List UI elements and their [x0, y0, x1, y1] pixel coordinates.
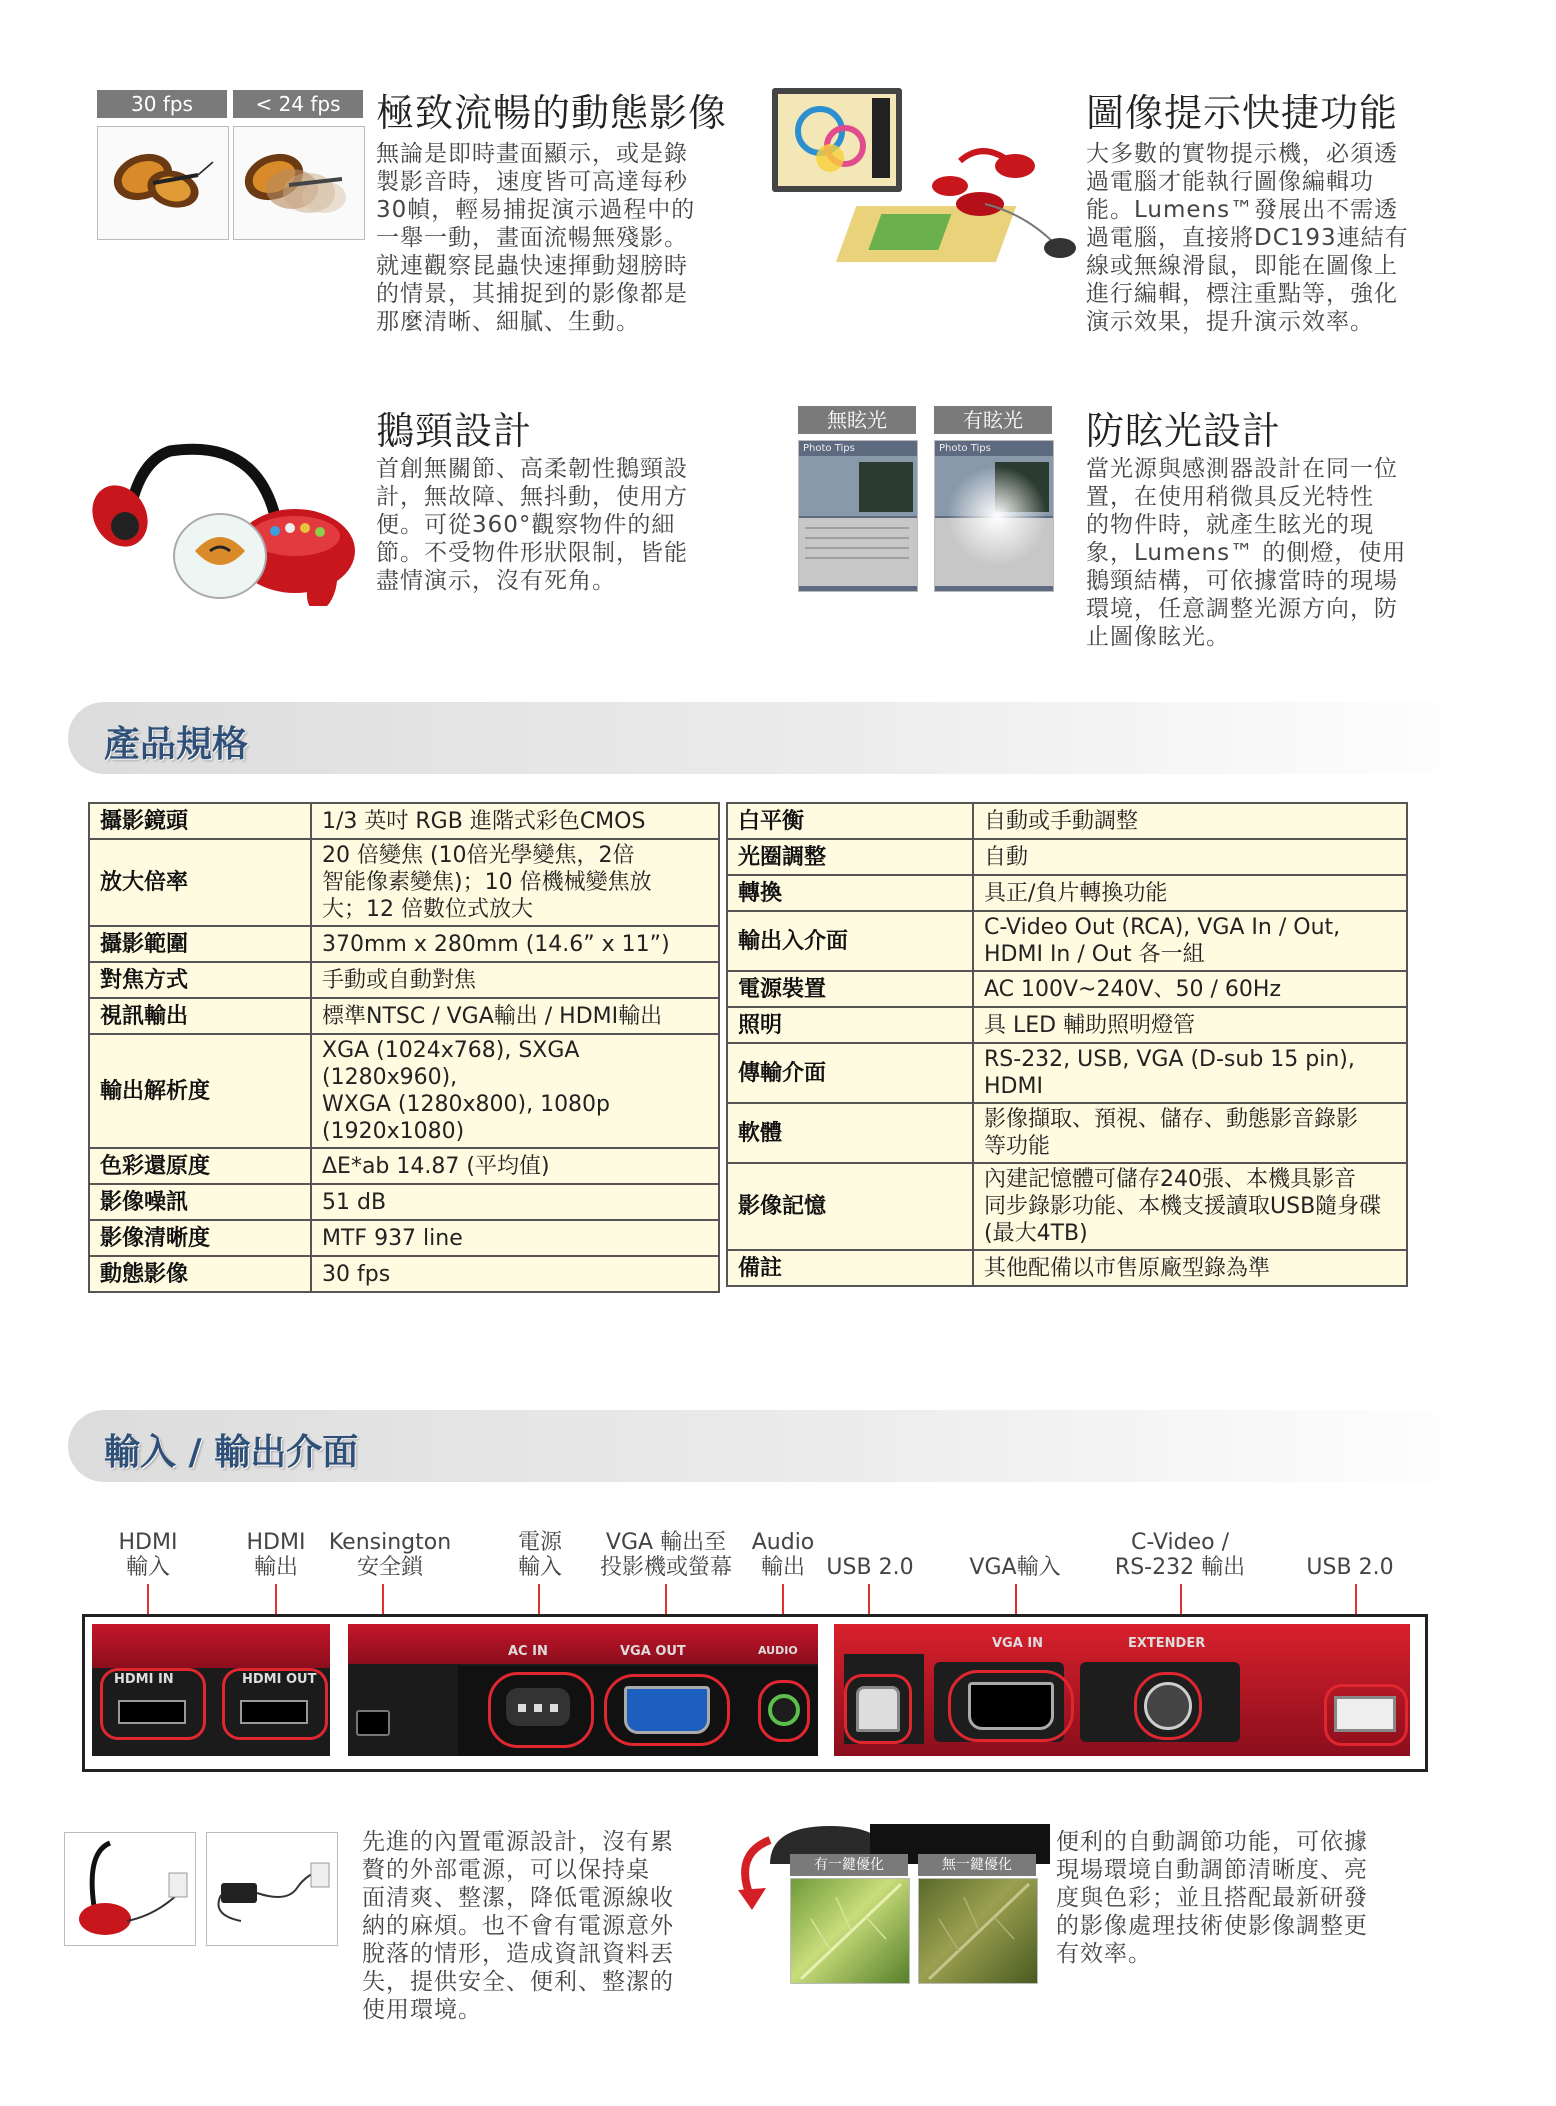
internal-power-photo-2 [206, 1832, 338, 1946]
ac-in-text: AC IN [508, 1644, 548, 1659]
gooseneck-camera-illustration [90, 386, 390, 606]
feature-gooseneck-body: 首創無關節、高柔韌性鵝頸設 計，無故障、無抖動，使用方 便。可從360°觀察物件的細 節。不受物件形狀限制，皆能 盡情演示，沒有死角。 [376, 456, 688, 594]
hdmi-out-socket-icon [240, 1700, 308, 1724]
spec-value: MTF 937 line [311, 1220, 719, 1256]
spec-value: ΔE*ab 14.87 (平均值) [311, 1148, 719, 1184]
spec-row [727, 803, 1407, 839]
feature-annotate-body: 大多數的實物提示機，必須透 過電腦才能執行圖像編輯功 能。Lumens™發展出不需透 過電腦，直接將DC193連結有 線或無線滑鼠，即能在圖像上 進行編輯，標注重點等，強化 演示效果，提升演示效率。 [1086, 141, 1409, 335]
hdmi-in-text: HDMI IN [114, 1672, 174, 1687]
feature-smooth-body: 無論是即時畫面顯示，或是錄 製影音時，速度皆可高達每秒 30幀，輕易捕捉演示過程中的 一舉一動，畫面流暢無殘影。 就連觀察昆蟲快速揮動翅膀時 的情景，其捕捉到的影像都是 那麼清晰、細膩、生動。 [376, 141, 696, 335]
audio-jack-icon [768, 1694, 800, 1726]
spec-value: RS-232, USB, VGA (D-sub 15 pin), HDMI [973, 1043, 1407, 1103]
no-glare-label: 無眩光 [798, 406, 916, 434]
spec-value: C-Video Out (RCA), VGA In / Out, HDMI In / Out 各一組 [973, 911, 1407, 971]
feature-gooseneck-title: 鵝頸設計 [376, 409, 533, 453]
spec-key: 電源裝置 [727, 971, 973, 1007]
spec-key: 攝影範圍 [89, 926, 311, 962]
spec-value: 具 LED 輔助照明燈管 [973, 1007, 1407, 1043]
spec-row [89, 1034, 719, 1148]
spec-key: 光圈調整 [727, 839, 973, 875]
spec-row [89, 1148, 719, 1184]
spec-key: 放大倍率 [89, 839, 311, 926]
spec-row [727, 1043, 1407, 1103]
spec-row [727, 1250, 1407, 1286]
spec-row [727, 1163, 1407, 1250]
usb-b-socket-icon [856, 1686, 900, 1732]
io-section-header [68, 1410, 1488, 1482]
no-glare-photo [798, 440, 918, 592]
spec-row [89, 839, 719, 926]
auto-tune-off-label: 無一鍵優化 [918, 1854, 1036, 1876]
spec-key: 攝影鏡頭 [89, 803, 311, 839]
spec-row [727, 911, 1407, 971]
spec-row [727, 1007, 1407, 1043]
spec-row [89, 962, 719, 998]
spec-key: 轉換 [727, 875, 973, 911]
port-label-hdmi-out: HDMI 輸出 [246, 1530, 306, 1580]
spec-value: 自動或手動調整 [973, 803, 1407, 839]
leaf-photo-optimized [790, 1878, 910, 1984]
vga-in-text: VGA IN [992, 1636, 1044, 1651]
spec-key: 備註 [727, 1250, 973, 1286]
butterfly-photo-30fps [97, 126, 229, 240]
spec-key: 影像清晰度 [89, 1220, 311, 1256]
spec-value: XGA (1024x768), SXGA (1280x960), WXGA (1280x800), 1080p (1920x1080) [311, 1034, 719, 1148]
spec-key: 視訊輸出 [89, 998, 311, 1034]
butterfly-photo-24fps [233, 126, 365, 240]
leaf-photo-unoptimized [918, 1878, 1038, 1984]
vga-in-socket-icon [968, 1682, 1054, 1730]
port-label-usb-2: USB 2.0 [1306, 1555, 1394, 1580]
extender-din-socket-icon [1144, 1682, 1192, 1730]
glare-photo [934, 440, 1054, 592]
spec-key: 影像噪訊 [89, 1184, 311, 1220]
spec-key: 動態影像 [89, 1256, 311, 1292]
spec-row [727, 875, 1407, 911]
spec-value: 影像擷取、預視、儲存、動態影音錄影 等功能 [973, 1103, 1407, 1163]
spec-value: 標準NTSC / VGA輸出 / HDMI輸出 [311, 998, 719, 1034]
spec-row [727, 971, 1407, 1007]
extender-text: EXTENDER [1128, 1636, 1206, 1651]
port-label-vga-out: VGA 輸出至 投影機或螢幕 [599, 1530, 732, 1580]
fps-24-label: < 24 fps [233, 90, 363, 118]
port-label-vga-in: VGA輸入 [969, 1555, 1061, 1580]
spec-key: 輸出入介面 [727, 911, 973, 971]
spec-value: AC 100V~240V、50 / 60Hz [973, 971, 1407, 1007]
internal-power-photo-1 [64, 1832, 196, 1946]
spec-row [89, 1184, 719, 1220]
spec-row [727, 1103, 1407, 1163]
spec-key: 白平衡 [727, 803, 973, 839]
port-label-cvideo-rs232: C-Video / RS-232 輸出 [1114, 1530, 1246, 1580]
vga-out-socket-icon [624, 1686, 710, 1734]
feature-antiglare-title: 防眩光設計 [1086, 409, 1282, 453]
spec-section-header [68, 702, 1488, 774]
spec-table-left [88, 802, 720, 1293]
spec-value: 其他配備以市售原廠型錄為準 [973, 1250, 1407, 1286]
port-label-audio-out: Audio 輸出 [751, 1530, 815, 1580]
spec-table-right [726, 802, 1408, 1287]
spec-value: 20 倍變焦 (10倍光學變焦，2倍 智能像素變焦)；10 倍機械變焦放 大；12 倍數位式放大 [311, 839, 719, 926]
feature-antiglare-body: 當光源與感測器設計在同一位 置，在使用稍微具反光特性 的物件時，就產生眩光的現 象，Lumens™ 的側燈，使用 鵝頸結構，可依據當時的現場 環境，任意調整光源方向，防 止圖像眩光。 [1086, 456, 1407, 650]
spec-value: 具正/負片轉換功能 [973, 875, 1407, 911]
spec-value: 手動或自動對焦 [311, 962, 719, 998]
port-label-power-in: 電源 輸入 [517, 1530, 562, 1580]
port-label-hdmi-in: HDMI 輸入 [118, 1530, 178, 1580]
power-feature-body: 先進的內置電源設計，沒有累 贅的外部電源，可以保持桌 面清爽、整潔，降低電源線收 納的麻煩。也不會有電源意外 脫落的情形，造成資訊資料丟 失，提供安全、便利、整潔的 使用環境。 [362, 1829, 674, 2023]
io-panel-hdmi [92, 1624, 330, 1756]
spec-row [89, 1220, 719, 1256]
spec-value: 1/3 英吋 RGB 進階式彩色CMOS [311, 803, 719, 839]
spec-value: 30 fps [311, 1256, 719, 1292]
spec-key: 照明 [727, 1007, 973, 1043]
usb-a-socket-icon [1334, 1696, 1396, 1732]
glare-photo-caption: Photo Tips [939, 443, 991, 454]
auto-tune-feature-body: 便利的自動調節功能，可依據 現場環境自動調節清晰度、亮 度與色彩；並且搭配最新研發 的影像處理技術使影像調整更 有效率。 [1056, 1829, 1368, 1967]
spec-row [89, 926, 719, 962]
power-inlet-icon [506, 1688, 570, 1726]
no-glare-photo-caption: Photo Tips [803, 443, 855, 454]
spec-row [89, 998, 719, 1034]
spec-row [727, 839, 1407, 875]
spec-key: 對焦方式 [89, 962, 311, 998]
spec-key: 傳輸介面 [727, 1043, 973, 1103]
annotation-illustration [770, 86, 1110, 286]
io-panel-power-vga-audio [348, 1624, 818, 1756]
spec-key: 軟體 [727, 1103, 973, 1163]
spec-key: 輸出解析度 [89, 1034, 311, 1148]
vga-out-text: VGA OUT [620, 1644, 686, 1659]
port-label-kensington: Kensington 安全鎖 [328, 1530, 452, 1580]
io-panel-usb-vga-extender [834, 1624, 1410, 1756]
spec-row [89, 803, 719, 839]
auto-tune-on-label: 有一鍵優化 [790, 1854, 908, 1876]
spec-value: 自動 [973, 839, 1407, 875]
spec-row [89, 1256, 719, 1292]
feature-smooth-title: 極致流暢的動態影像 [376, 91, 728, 135]
hdmi-out-text: HDMI OUT [242, 1672, 317, 1687]
spec-key: 色彩還原度 [89, 1148, 311, 1184]
glare-label: 有眩光 [934, 406, 1052, 434]
spec-section-title: 產品規格 [104, 724, 249, 765]
spec-value: 51 dB [311, 1184, 719, 1220]
fps-30-label: 30 fps [97, 90, 227, 118]
audio-text: AUDIO [758, 1644, 798, 1657]
kensington-lock-slot-icon [356, 1710, 390, 1736]
feature-annotate-title: 圖像提示快捷功能 [1086, 91, 1399, 135]
io-section-title: 輸入 / 輸出介面 [104, 1432, 359, 1473]
spec-value: 內建記憶體可儲存240張、本機具影音 同步錄影功能、本機支援讀取USB隨身碟 (最大4TB) [973, 1163, 1407, 1250]
spec-key: 影像記憶 [727, 1163, 973, 1250]
hdmi-in-socket-icon [118, 1700, 186, 1724]
rotate-arrow-icon [730, 1834, 790, 1914]
port-label-usb-1: USB 2.0 [826, 1555, 914, 1580]
spec-value: 370mm x 280mm (14.6” x 11”) [311, 926, 719, 962]
